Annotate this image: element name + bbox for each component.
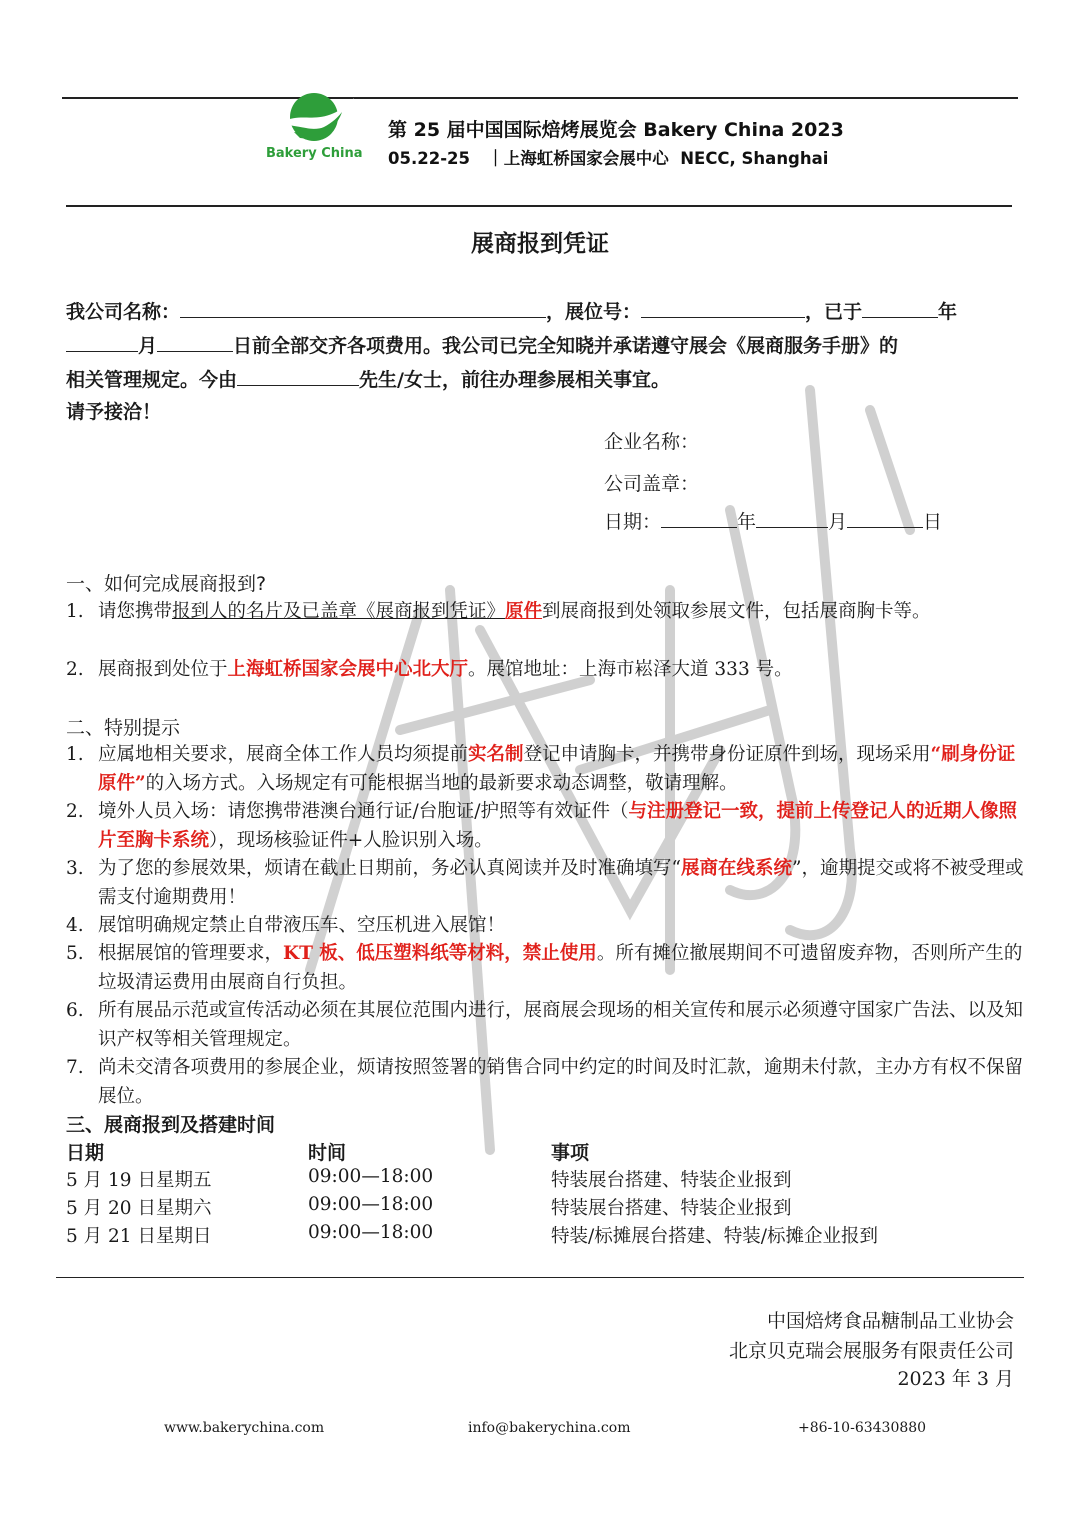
table-header-event: 事项: [551, 1142, 590, 1164]
paid-year-field[interactable]: [862, 297, 938, 318]
booth-label: ，展位号：: [546, 301, 642, 323]
table-cell-event: 特装展台搭建、特装企业报到: [551, 1170, 792, 1191]
item-text: 展商报到处位于: [98, 659, 228, 680]
item-number: 6.: [66, 1000, 84, 1021]
expo-venue: 上海虹桥国家会展中心 NECC, Shanghai: [503, 149, 829, 168]
item-highlight: KT 板、低压塑料纸等材料，禁止使用: [283, 943, 597, 964]
form-line-2-text: 日前全部交齐各项费用。我公司已完全知晓并承诺遵守展会《展商服务手册》的: [233, 335, 899, 357]
section-2-item: [66, 1053, 1026, 1111]
item-text: 根据展馆的管理要求，: [98, 943, 284, 964]
footer-email[interactable]: info@bakerychina.com: [468, 1420, 631, 1436]
company-label: 我公司名称：: [66, 301, 181, 323]
table-cell-date: 5 月 21 日星期日: [66, 1226, 212, 1247]
bakery-china-logo-icon: [278, 90, 358, 148]
paid-year-char: 年: [938, 301, 958, 323]
seal-label: 公司盖章：: [604, 473, 700, 495]
sign-day-char: 日: [923, 511, 943, 533]
form-line-3-b: 先生/女士，前往办理参展相关事宜。: [359, 369, 670, 391]
item-highlight: 展商在线系统: [680, 858, 792, 879]
item-text: 境外人员入场：请您携带港澳台通行证/台胞证/护照等有效证件（: [98, 801, 629, 822]
form-line-1: [66, 296, 1026, 329]
item-highlight: 上海虹桥国家会展中心北大厅: [227, 659, 469, 680]
paid-day-field[interactable]: [157, 331, 233, 352]
item-number: 5.: [66, 943, 84, 964]
section-2-item: [66, 996, 1026, 1054]
expo-date-venue: 05.22-25 ｜上海虹桥国家会展中心 NECC, Shanghai: [388, 149, 829, 168]
table-header-time: 时间: [308, 1142, 347, 1164]
item-text: 请您携带: [98, 601, 173, 622]
representative-name-field[interactable]: [237, 365, 359, 386]
signature-org-1: 中国焙烤食品糖制品工业协会: [766, 1310, 1014, 1332]
item-number: 3.: [66, 858, 84, 879]
table-header-date: 日期: [66, 1142, 105, 1164]
item-text: ”，逾期提交或将不被受理或需支付逾期费用！: [98, 858, 1024, 908]
paid-month-char: 月: [138, 335, 158, 357]
item-number: 2.: [66, 659, 84, 680]
section-2-item: [66, 797, 1026, 855]
header-top-rule: [62, 97, 1018, 99]
expo-title: 第 25 届中国国际焙烤展览会 Bakery China 2023: [388, 119, 844, 141]
form-line-2: [66, 330, 1026, 363]
item-text: 所有展品示范或宣传活动必须在其展位范围内进行，展商展会现场的相关宣传和展示必须遵守国家广告法、以及知识产权等相关管理规定。: [98, 1000, 1024, 1050]
paid-month-field[interactable]: [66, 331, 138, 352]
section-2-item: [66, 740, 1026, 798]
section-1-item: [66, 597, 1026, 626]
item-number: 7.: [66, 1057, 84, 1078]
item-text: 尚未交清各项费用的参展企业，烦请按照签署的销售合同中约定的时间及时汇款，逾期未付款，主办方有权不保留展位。: [98, 1057, 1024, 1107]
section-3-title: 三、展商报到及搭建时间: [66, 1114, 276, 1136]
header-bottom-rule: [66, 205, 1012, 207]
form-line-3-a: 相关管理规定。今由: [66, 369, 238, 391]
item-text: 。展馆地址：上海市崧泽大道 333 号。: [468, 659, 793, 680]
item-number: 2.: [66, 801, 84, 822]
table-cell-time: 09:00—18:00: [308, 1166, 434, 1187]
item-text: 应属地相关要求，展商全体工作人员均须提前: [98, 744, 469, 765]
item-text: 到展商报到处领取参展文件，包括展商胸卡等。: [542, 601, 931, 622]
item-text: 为了您的参展效果，烦请在截止日期前，务必认真阅读并及时准确填写“: [98, 858, 681, 879]
doc-title: 展商报到凭证: [471, 231, 609, 257]
item-number: 4.: [66, 915, 84, 936]
date-line: [604, 506, 942, 539]
item-text: 登记申请胸卡，并携带身份证原件到场，现场采用: [523, 744, 931, 765]
table-cell-time: 09:00—18:00: [308, 1222, 434, 1243]
section-2-title: 二、特别提示: [66, 717, 181, 739]
section-2-item: [66, 854, 1026, 912]
item-highlight: 原件: [505, 601, 543, 622]
table-cell-time: 09:00—18:00: [308, 1194, 434, 1215]
section-1-title: 一、如何完成展商报到?: [66, 573, 267, 595]
footer-website[interactable]: www.bakerychina.com: [164, 1420, 325, 1436]
table-cell-event: 特装/标摊展台搭建、特装/标摊企业报到: [551, 1226, 878, 1247]
footer-phone: +86-10-63430880: [798, 1420, 927, 1436]
section-2-item: [66, 911, 1026, 940]
company-name-field[interactable]: [180, 297, 546, 318]
signature-date: 2023 年 3 月: [897, 1368, 1014, 1390]
item-text: 。所有摊位撤展期间不可遗留废弃物，否则所产生的垃圾清运费用由展商自行负担。: [98, 943, 1023, 993]
sign-month-field[interactable]: [756, 507, 828, 528]
form-line-4: 请予接洽！: [66, 401, 162, 423]
sign-year-char: 年: [737, 511, 757, 533]
item-underlined-text: 报到人的名片及已盖章《展商报到凭证》: [172, 601, 506, 622]
table-cell-date: 5 月 19 日星期五: [66, 1170, 212, 1191]
table-cell-event: 特装展台搭建、特装企业报到: [551, 1198, 792, 1219]
signature-org-2: 北京贝克瑞会展服务有限责任公司: [728, 1340, 1014, 1362]
item-highlight: 实名制: [468, 744, 524, 765]
item-highlight: “刷身份证原件”: [98, 744, 1016, 794]
sign-day-field[interactable]: [847, 507, 923, 528]
item-text: 展馆明确规定禁止自带液压车、空压机进入展馆！: [98, 915, 506, 936]
sign-year-field[interactable]: [661, 507, 737, 528]
logo-text: Bakery China: [266, 146, 363, 161]
table-cell-date: 5 月 20 日星期六: [66, 1198, 212, 1219]
date-label: 日期：: [604, 511, 662, 533]
booth-number-field[interactable]: [641, 297, 805, 318]
footer-rule: [56, 1277, 1024, 1278]
expo-date: 05.22-25: [388, 149, 471, 168]
section-2-item: [66, 939, 1026, 997]
section-1-item: [66, 655, 1026, 684]
item-number: 1.: [66, 601, 84, 622]
sign-month-char: 月: [828, 511, 848, 533]
form-line-3: [66, 364, 1026, 397]
enterprise-label: 企业名称：: [604, 431, 700, 453]
item-text: 的入场方式。入场规定有可能根据当地的最新要求动态调整，敬请理解。: [145, 773, 738, 794]
item-text: ），现场核验证件+人脸识别入场。: [209, 830, 493, 851]
since-label: ，已于: [805, 301, 863, 323]
item-number: 1.: [66, 744, 84, 765]
item-highlight: 与注册登记一致，提前上传登记人的近期人像照片至胸卡系统: [98, 801, 1017, 851]
